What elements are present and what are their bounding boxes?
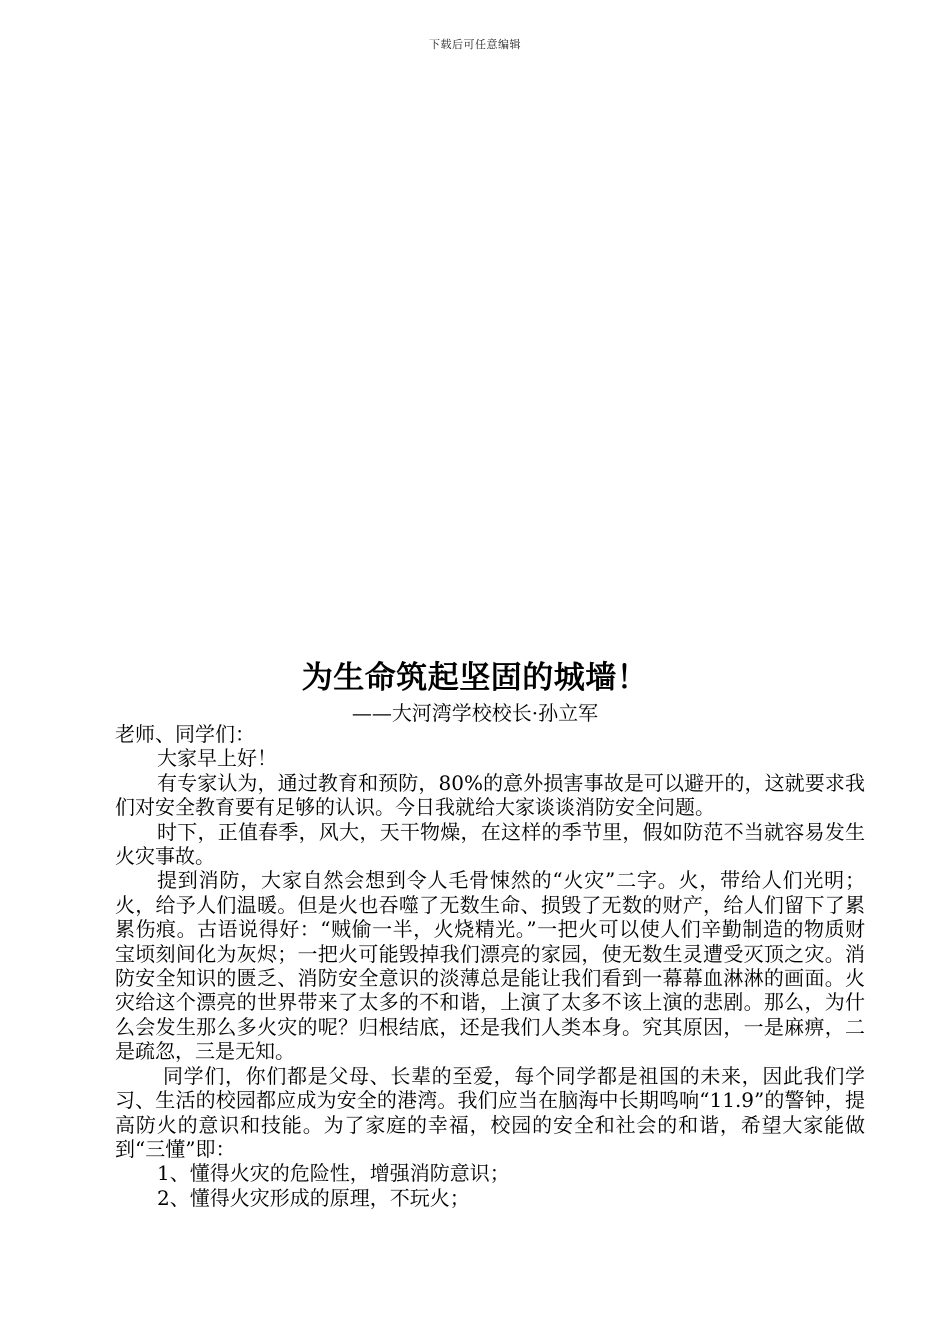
paragraph-fire-danger: 提到消防，大家自然会想到令人毛骨悚然的“火灾”二字。火，带给人们光明；火，给予人们温暖。但是火也吞噬了无数生命、损毁了无数的财产，给人们留下了累累伤痕。古语说得好：“贼偷一半，火烧精光。”一把火可以使人们辛勤制造的物质财宝顷刻间化为灰烬；一把火可能毁掉我们漂亮的家园，使无数生灵遭受灭顶之灾。消防安全知识的匮乏、消防安全意识的淡薄总是能让我们看到一幕幕血淋淋的画面。火灾给这个漂亮的世界带来了太多的不和谐，上演了太多不该上演的悲剧。那么，为什么会发生那么多火灾的呢？归根结底，还是我们人类本身。究其原因，一是麻痹，二是疏忽，三是无知。 [115, 868, 865, 1064]
paragraph-greeting: 大家早上好！ [157, 746, 277, 771]
list-item-1: 1、懂得火灾的危险性，增强消防意识； [157, 1161, 510, 1186]
list-item-2: 2、懂得火灾形成的原理，不玩火； [157, 1185, 470, 1210]
document-title: 为生命筑起坚固的城墙！ [301, 660, 649, 696]
paragraph-prevention: 有专家认为，通过教育和预防，80%的意外损害事故是可以避开的，这就要求我们对安全教育要有足够的认识。今日我就给大家谈谈消防安全问题。 [115, 770, 865, 820]
paragraph-students: 同学们，你们都是父母、长辈的至爱，每个同学都是祖国的未来，因此我们学习、生活的校园都应成为安全的港湾。我们应当在脑海中长期鸣响“11.9”的警钟，提高防火的意识和技能。为了家庭的幸福，校园的安全和社会的和谐，希望大家能做到“三懂”即： [115, 1063, 865, 1161]
paragraph-season: 时下，正值春季，风大，天干物燥，在这样的季节里，假如防范不当就容易发生火灾事故。 [115, 819, 865, 869]
salutation: 老师、同学们： [115, 722, 255, 746]
document-body [115, 722, 865, 1210]
page-header-note: 下载后可任意编辑 [429, 38, 521, 51]
document-byline: ——大河湾学校校长·孙立军 [351, 701, 599, 725]
